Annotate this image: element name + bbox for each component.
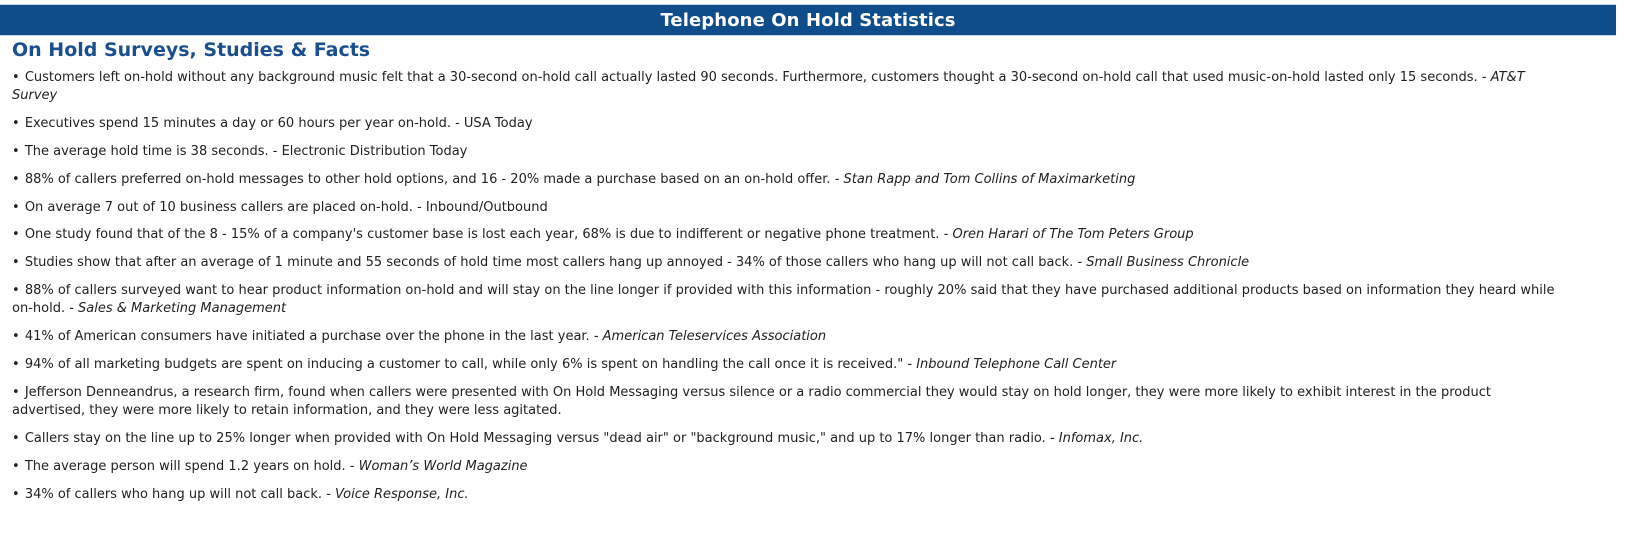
banner-title: Telephone On Hold Statistics — [660, 9, 956, 31]
fact-source: - Voice Response, Inc. — [326, 486, 469, 502]
page-banner — [0, 4, 1616, 36]
bullet-icon: • — [12, 329, 20, 345]
bullet-icon: • — [12, 283, 20, 299]
bullet-icon: • — [12, 357, 20, 373]
fact-source: - Woman’s World Magazine — [349, 458, 528, 474]
fact-item — [12, 143, 1560, 161]
fact-item — [12, 384, 1560, 420]
bullet-icon: • — [12, 115, 20, 131]
fact-text: 88% of callers preferred on-hold messages to other hold options, and 16 - 20% made a purchase based on an on-hold offer. — [24, 171, 831, 187]
fact-text: 94% of all marketing budgets are spent on inducing a customer to call, while only 6% is spent on handling the call once it is received." — [24, 357, 904, 373]
fact-text: Jefferson Denneandrus, a research firm, found when callers were presented with On Hold Messaging versus silence or a radio commercial they would stay on hold longer, they were more likely to exhibit interest in the product advertised, they were more likely to retain information, and they were less agitated. — [12, 384, 1491, 418]
fact-item — [12, 69, 1560, 105]
fact-item — [12, 282, 1560, 318]
fact-item — [12, 226, 1560, 244]
fact-source: - Small Business Chronicle — [1077, 255, 1250, 271]
fact-source: - Inbound Telephone Call Center — [907, 357, 1117, 373]
fact-item — [12, 486, 1560, 504]
fact-text: One study found that of the 8 - 15% of a company's customer base is lost each year, 68% is due to indifferent or negative phone treatment. — [24, 227, 940, 243]
bullet-icon: • — [12, 458, 20, 474]
fact-item — [12, 199, 1560, 217]
fact-text: 34% of callers who hang up will not call back. — [24, 486, 323, 502]
fact-text: On average 7 out of 10 business callers are placed on-hold. - Inbound/Outbound — [24, 199, 548, 215]
fact-item — [12, 171, 1560, 189]
bullet-icon: • — [12, 171, 20, 187]
fact-text: Studies show that after an average of 1 minute and 55 seconds of hold time most callers hang up annoyed - 34% of those callers who hang up will not call back. — [24, 255, 1074, 271]
fact-item — [12, 115, 1560, 133]
bullet-icon: • — [12, 486, 20, 502]
fact-text: The average person will spend 1.2 years on hold. — [24, 458, 346, 474]
page — [0, 4, 1626, 546]
fact-source: - AT&T Survey — [12, 70, 1525, 103]
fact-text: 88% of callers surveyed want to hear product information on-hold and will stay on the line longer if provided with this information - roughly 20% said that they have purchased additional products based on information they heard while on-hold. — [12, 283, 1555, 317]
fact-source: - Stan Rapp and Tom Collins of Maximarketing — [834, 171, 1136, 187]
main-content — [0, 39, 1616, 504]
bullet-icon: • — [12, 384, 20, 400]
fact-text: Customers left on-hold without any background music felt that a 30-second on-hold call actually lasted 90 seconds. Furthermore, customers thought a 30-second on-hold call that used music-on-hold lasted only 15 seconds. — [24, 70, 1478, 85]
fact-item — [12, 430, 1560, 448]
bullet-icon: • — [12, 430, 20, 446]
fact-text: Callers stay on the line up to 25% longer when provided with On Hold Messaging versus "dead air" or "background music," and up to 17% longer than radio. — [24, 430, 1046, 446]
fact-item — [12, 356, 1560, 374]
fact-text: Executives spend 15 minutes a day or 60 hours per year on-hold. - USA Today — [24, 115, 533, 131]
fact-item — [12, 254, 1560, 272]
facts-list — [12, 69, 1616, 504]
bullet-icon: • — [12, 199, 20, 215]
bullet-icon: • — [12, 143, 20, 159]
bullet-icon: • — [12, 70, 20, 85]
fact-text: 41% of American consumers have initiated a purchase over the phone in the last year. — [24, 329, 590, 345]
fact-source: - Infomax, Inc. — [1049, 430, 1144, 446]
fact-source: - American Teleservices Association — [593, 329, 827, 345]
fact-text: The average hold time is 38 seconds. - Electronic Distribution Today — [24, 143, 468, 159]
bullet-icon: • — [12, 227, 20, 243]
fact-item — [12, 328, 1560, 346]
fact-source: - Sales & Marketing Management — [69, 301, 287, 317]
section-title: On Hold Surveys, Studies & Facts — [12, 39, 371, 61]
fact-source: - Oren Harari of The Tom Peters Group — [943, 227, 1194, 243]
fact-item — [12, 458, 1560, 476]
bullet-icon: • — [12, 255, 20, 271]
